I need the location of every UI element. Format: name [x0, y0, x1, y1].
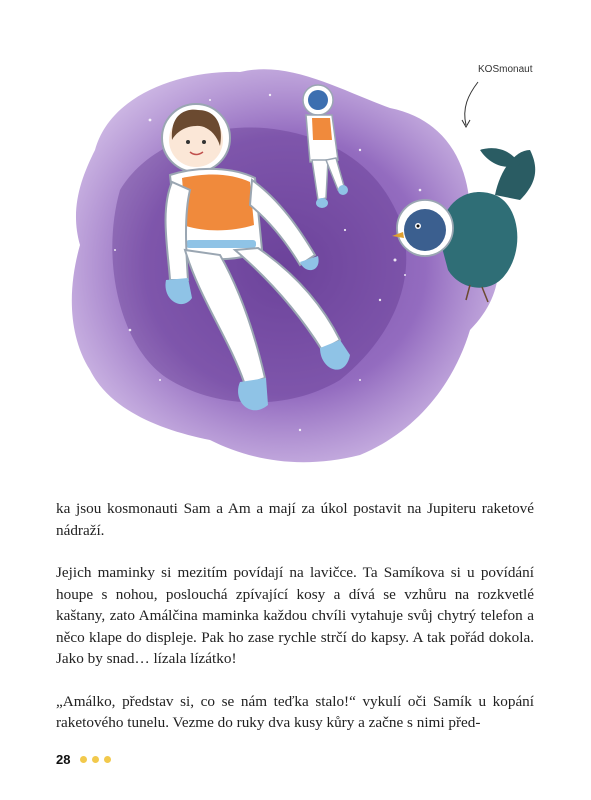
page-footer — [56, 752, 111, 767]
dot-icon — [80, 756, 87, 763]
kosmonaut-annotation — [462, 64, 533, 127]
space-background — [72, 69, 498, 462]
dot-icon — [92, 756, 99, 763]
dot-icon — [104, 756, 111, 763]
story-text — [56, 498, 534, 734]
paragraph-2: Jejich maminky si mezitím povídají na lavičce. Ta Samíkova si u povídání houpe s nohou, poslouchá zpívající kosy a dívá se vzhůru na rozkvetlé kaštany, zato Amálčina maminka každou chvíli vytahuje svůj chytrý telefon a něco klape do displeje. Pak ho zase rychle strčí do kapsy. A tak pořád dokola. Jako by snad… lízala lízátko! — [56, 564, 534, 667]
page-number: 28 — [56, 752, 71, 767]
decorative-dots — [80, 756, 111, 763]
paragraph-3: „Amálko, představ si, co se nám teďka stalo!“ vykulí oči Samík u kopání raketového tunelu. Vezme do ruky dva kusy kůry a začne s nimi před- — [56, 692, 534, 731]
paragraph-1: ka jsou kosmonauti Sam a Am a mají za úkol postavit na Jupiteru raketové nádraží. — [56, 500, 534, 539]
kosmonaut-label: KOSmonaut — [478, 64, 533, 75]
